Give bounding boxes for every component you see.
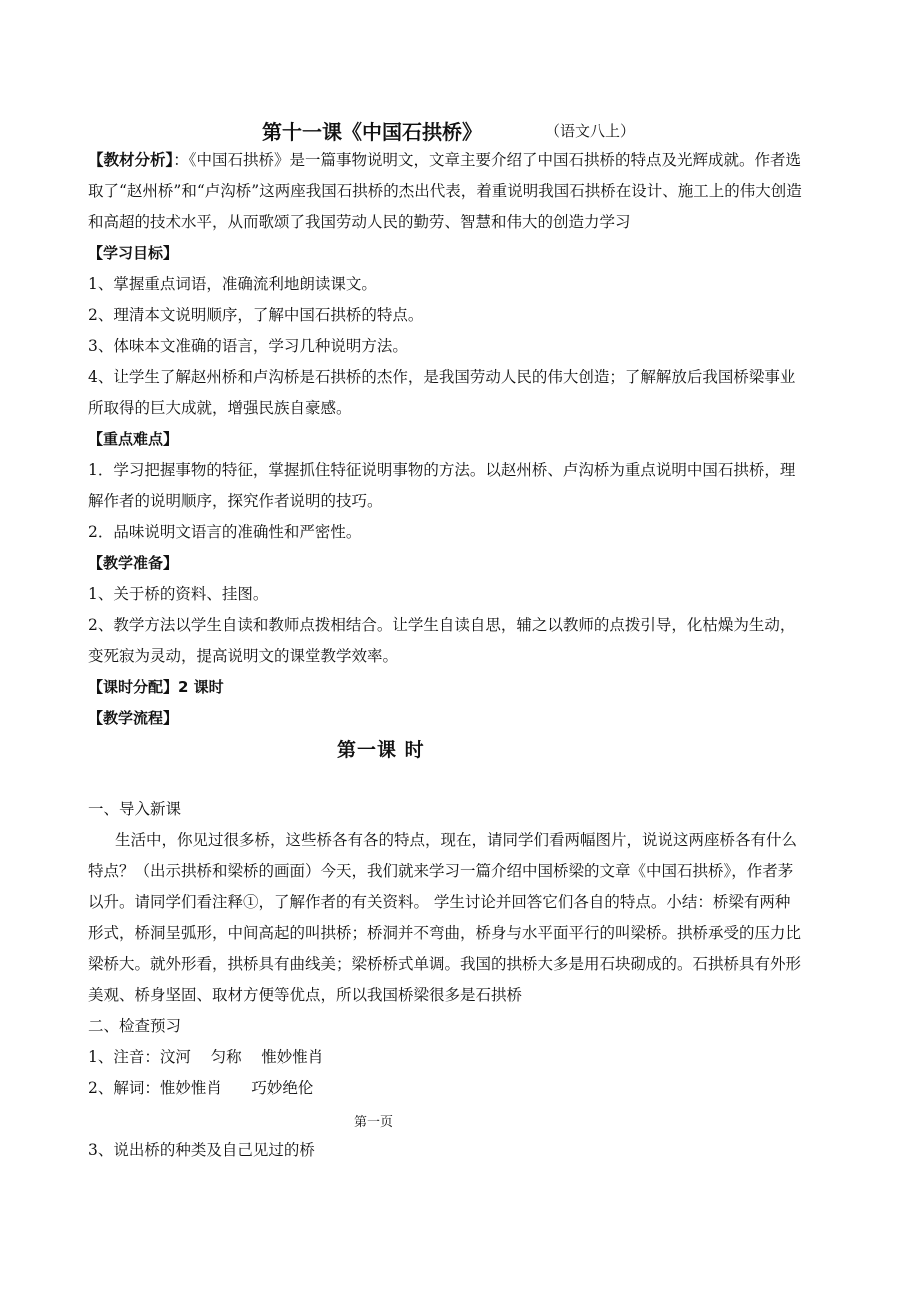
section1-paragraph-line: 形式，桥洞呈弧形，中间高起的叫拱桥；桥洞并不弯曲，桥身与水平面平行的叫梁桥。拱桥承受的压力比 — [88, 924, 802, 942]
difficulty-item: 2．品味说明文语言的准确性和严密性。 — [88, 523, 362, 541]
preparation-item: 变死寂为灵动，提高说明文的课堂教学效率。 — [88, 647, 399, 665]
goal-item: 3、体味本文准确的语言，学习几种说明方法。 — [88, 337, 408, 355]
difficulties-heading: 【重点难点】 — [88, 430, 179, 448]
section2-item: 2、解词：惟妙惟肖 巧妙绝伦 — [88, 1079, 314, 1097]
difficulty-item: 1．学习把握事物的特征，掌握抓住特征说明事物的方法。以赵州桥、卢沟桥为重点说明中国石拱桥，理 — [88, 461, 796, 479]
analysis-text: ：《中国石拱桥》是一篇事物说明文，文章主要介绍了中国石拱桥的特点及光辉成就。作者选 — [173, 151, 802, 169]
schedule-line — [88, 677, 833, 697]
section1-paragraph-line: 生活中，你见过很多桥，这些桥各有各的特点，现在，请同学们看两幅图片，说说这两座桥各有什么 — [115, 831, 798, 849]
section1-heading: 一、导入新课 — [88, 800, 182, 818]
analysis-line-1 — [88, 150, 833, 170]
analysis-line-2: 取了“赵州桥”和“卢沟桥”这两座我国石拱桥的杰出代表，着重说明我国石拱桥在设计、施工上的伟大创造 — [88, 182, 802, 200]
section2-item: 1、注音：汶河 匀称 惟妙惟肖 — [88, 1048, 324, 1066]
analysis-line-3: 和高超的技术水平，从而歌颂了我国劳动人民的勤劳、智慧和伟大的创造力学习 — [88, 213, 631, 231]
section1-paragraph-line: 美观、桥身坚固、取材方便等优点，所以我国桥梁很多是石拱桥 — [88, 986, 523, 1004]
preparation-heading: 【教学准备】 — [88, 554, 179, 572]
page-footer: 第一页 — [354, 1115, 394, 1130]
after-footer-item: 3、说出桥的种类及自己见过的桥 — [88, 1141, 315, 1159]
section1-paragraph-line: 特点？（出示拱桥和梁桥的画面）今天，我们就来学习一篇介绍中国桥梁的文章《中国石拱桥》，作者茅 — [88, 862, 794, 880]
analysis-label: 【教材分析】 — [88, 151, 174, 169]
goals-heading: 【学习目标】 — [88, 244, 179, 262]
preparation-item: 1、关于桥的资料、挂图。 — [88, 585, 269, 603]
preparation-item: 2、教学方法以学生自读和教师点拨相结合。让学生自读自思，辅之以教师的点拨引导，化枯燥为生动， — [88, 616, 796, 634]
difficulty-item: 解作者的说明顺序，探究作者说明的技巧。 — [88, 492, 383, 510]
section1-paragraph-line: 梁桥大。就外形看，拱桥具有曲线美；梁桥桥式单调。我国的拱桥大多是用石块砌成的。石拱桥具有外形 — [88, 955, 802, 973]
schedule-label: 【课时分配】 — [88, 678, 179, 696]
section1-paragraph-line: 以升。请同学们看注释①，了解作者的有关资料。 学生讨论并回答它们各自的特点。小结：桥梁有两种 — [88, 893, 791, 911]
lesson-title: 第一课 时 — [337, 739, 425, 761]
goal-item: 2、理清本文说明顺序，了解中国石拱桥的特点。 — [88, 306, 424, 324]
goal-item: 所取得的巨大成就，增强民族自豪感。 — [88, 399, 352, 417]
section2-heading: 二、检查预习 — [88, 1017, 182, 1035]
schedule-value: 2 课时 — [178, 678, 224, 696]
flow-heading: 【教学流程】 — [88, 709, 179, 727]
goal-item: 4、让学生了解赵州桥和卢沟桥是石拱桥的杰作，是我国劳动人民的伟大创造；了解解放后我国桥梁事业 — [88, 368, 796, 386]
page-subtitle: （语文八上） — [545, 122, 636, 140]
goal-item: 1、掌握重点词语，准确流利地朗读课文。 — [88, 275, 377, 293]
page-title: 第十一课《中国石拱桥》 — [262, 120, 482, 144]
